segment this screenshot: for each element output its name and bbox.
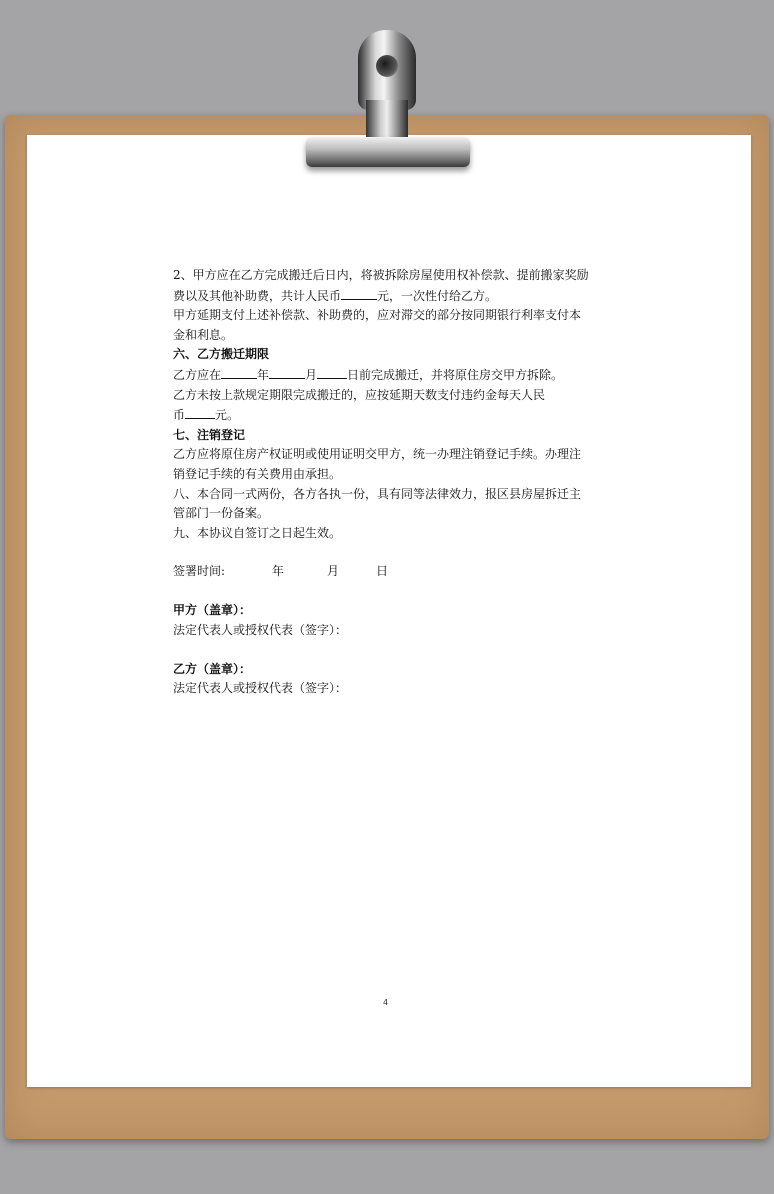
party-b-representative: 法定代表人或授权代表（签字）：: [173, 681, 348, 696]
section7-line2: 销登记手续的有关费用由承担。: [173, 466, 342, 481]
clip-base: [306, 137, 470, 167]
page-number: 4: [383, 998, 389, 1007]
heading-six: 六、乙方搬迁期限: [173, 347, 270, 362]
signing-year: 年: [272, 564, 285, 579]
clip-hole: [376, 55, 398, 77]
party-b-label: 乙方（盖章）：: [173, 661, 252, 676]
penalty-blank: [185, 405, 215, 419]
section6-line2: 乙方未按上款规定期限完成搬迁的，应按延期天数支付违约金每天人民: [173, 387, 546, 402]
signing-time-row: [173, 562, 613, 582]
para2-line1: 2、甲方应在乙方完成搬迁后日内，将被拆除房屋使用权补偿款、提前搬家奖励: [173, 268, 589, 282]
heading-seven: 七、注销登记: [173, 427, 246, 442]
binder-clip: [296, 25, 478, 177]
section8-line2: 管部门一份备案。: [173, 506, 270, 521]
signing-time-label: 签署时间:: [173, 564, 226, 579]
para2-line2: 费以及其他补助费，共计人民币 元，一次性付给乙方。: [173, 286, 613, 307]
section7-line1: 乙方应将原住房产权证明或使用证明交甲方，统一办理注销登记手续。办理注: [173, 447, 582, 462]
day-blank: [317, 365, 347, 379]
section8-line1: 八、本合同一式两份，各方各执一份，具有同等法律效力，报区县房屋拆迁主: [173, 486, 582, 501]
para2-line4: 金和利息。: [173, 327, 234, 342]
section9-line1: 九、本协议自签订之日起生效。: [173, 525, 342, 540]
document-body: [173, 266, 613, 699]
section6-line3: 币 元。: [173, 405, 613, 426]
para2-line3: 甲方延期支付上述补偿款、补助费的，应对滞交的部分按同期银行利率支付本: [173, 308, 582, 323]
signing-day: 日: [376, 564, 389, 579]
section6-line1: 乙方应在 年 月 日前完成搬迁，并将原住房交甲方拆除。: [173, 365, 613, 386]
year-blank: [221, 365, 257, 379]
amount-blank: [341, 286, 377, 300]
party-a-representative: 法定代表人或授权代表（签字）：: [173, 622, 348, 637]
month-blank: [269, 365, 305, 379]
party-a-label: 甲方（盖章）：: [173, 603, 252, 618]
watermark: ​: [108, 467, 126, 493]
signing-month: 月: [327, 564, 340, 579]
